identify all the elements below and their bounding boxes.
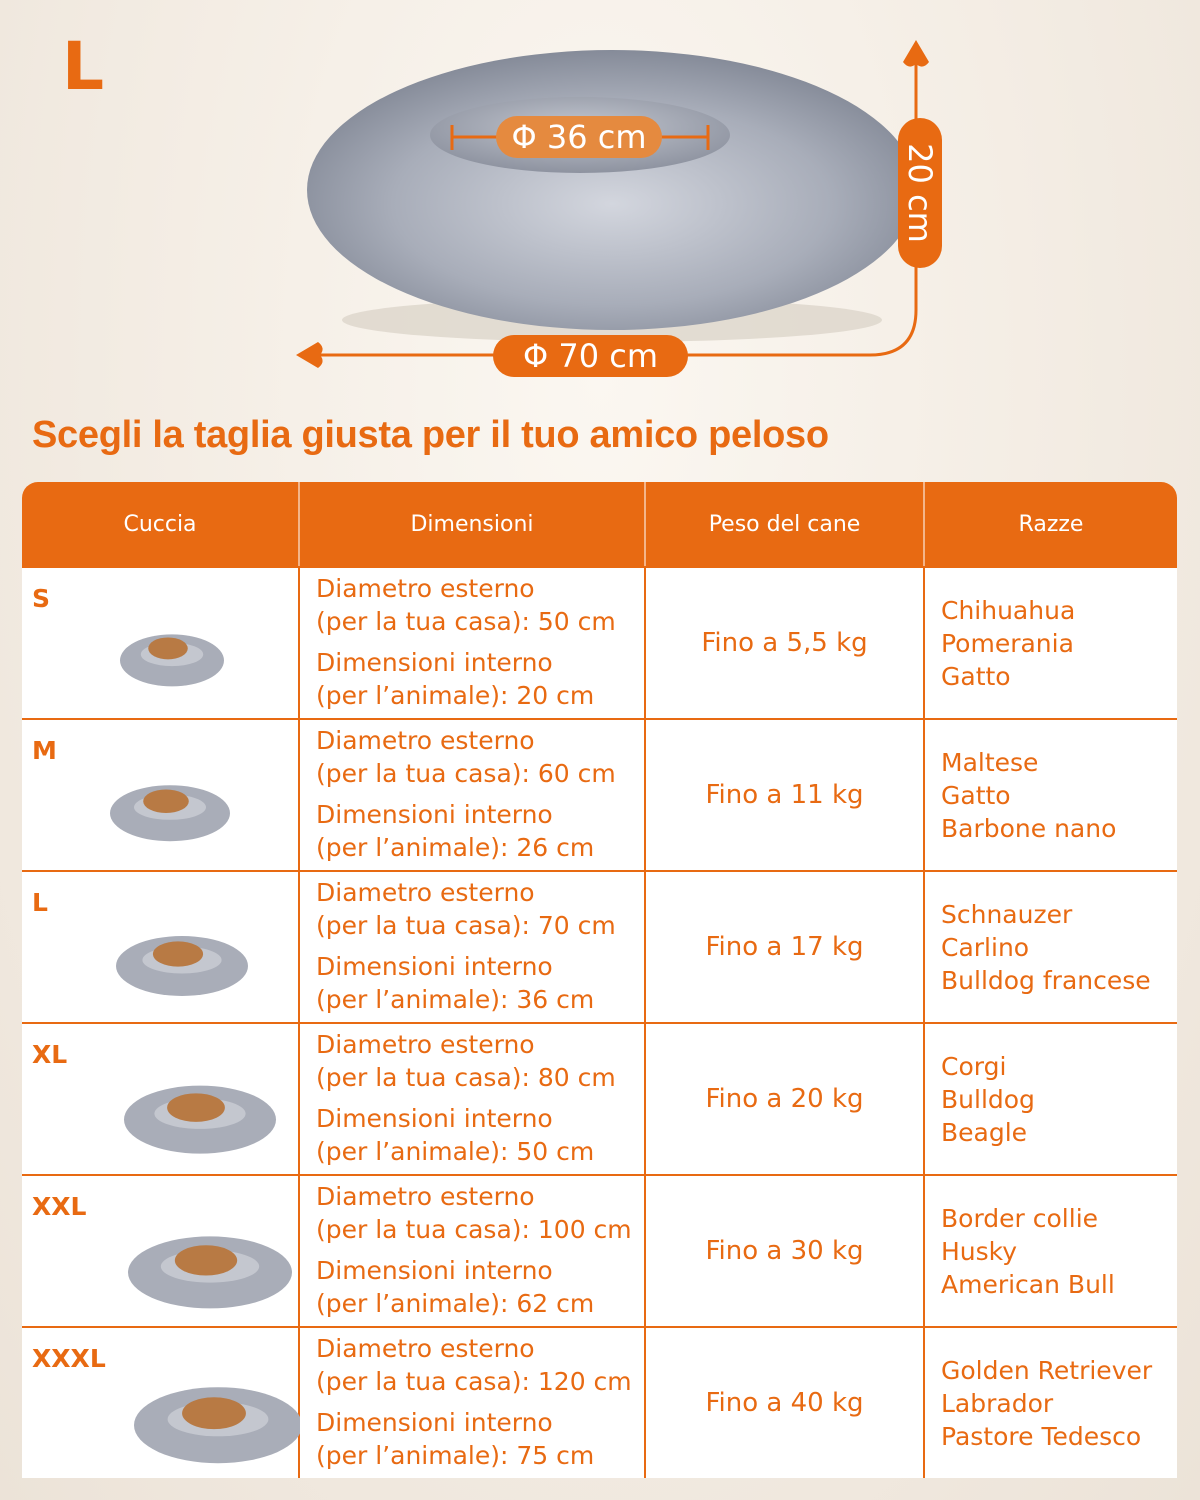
donut-bed: [307, 50, 917, 330]
inner-value: (per l’animale): 26 cm: [316, 833, 595, 862]
cell-cuccia: [22, 720, 300, 870]
inner-value: (per l’animale): 75 cm: [316, 1441, 595, 1470]
height-label: 20 cm: [898, 118, 942, 268]
arrow-up-icon: [903, 40, 929, 67]
size-label: L: [32, 888, 48, 917]
outer-diameter-label: Φ 70 cm: [493, 335, 688, 377]
weight-value: Fino a 40 kg: [705, 1388, 864, 1418]
outer-label: Diametro esterno: [316, 574, 535, 603]
cell-peso: [646, 1328, 925, 1478]
inner-value: (per l’animale): 36 cm: [316, 985, 595, 1014]
size-label: XXXL: [32, 1344, 106, 1373]
cell-razze: [925, 872, 1177, 1022]
inner-label: Dimensioni interno: [316, 1104, 553, 1133]
outer-value: (per la tua casa): 120 cm: [316, 1367, 632, 1396]
pet-icon: [148, 637, 188, 659]
cell-razze: [925, 1176, 1177, 1326]
cell-dimensioni: [300, 872, 646, 1022]
inner-diameter-label: Φ 36 cm: [496, 116, 662, 158]
outer-value: (per la tua casa): 100 cm: [316, 1215, 632, 1244]
table-body: [22, 566, 1177, 1478]
breed-item: Gatto: [941, 661, 1011, 691]
weight-value: Fino a 5,5 kg: [701, 628, 868, 658]
table-row: [22, 718, 1177, 870]
breed-item: Beagle: [941, 1117, 1028, 1147]
cell-peso: [646, 568, 925, 718]
table-row: [22, 870, 1177, 1022]
cell-peso: [646, 1176, 925, 1326]
inner-value: (per l’animale): 50 cm: [316, 1137, 595, 1166]
size-label: XL: [32, 1040, 68, 1069]
cell-cuccia: [22, 568, 300, 718]
hero-section: [0, 0, 1200, 400]
weight-value: Fino a 30 kg: [705, 1236, 864, 1266]
cell-razze: [925, 720, 1177, 870]
pet-icon: [175, 1245, 237, 1275]
size-letter: L: [62, 28, 105, 105]
outer-label: Diametro esterno: [316, 1030, 535, 1059]
cell-dimensioni: [300, 568, 646, 718]
inner-label: Dimensioni interno: [316, 1256, 553, 1285]
breed-item: American Bull: [941, 1269, 1115, 1299]
size-label: S: [32, 584, 51, 613]
size-label: XXL: [32, 1192, 87, 1221]
cell-cuccia: [22, 1176, 300, 1326]
breed-item: Corgi: [941, 1051, 1007, 1081]
pet-icon: [143, 789, 189, 813]
headline: Scegli la taglia giusta per il tuo amico peloso: [32, 414, 829, 456]
breed-item: Barbone nano: [941, 813, 1117, 843]
size-label: M: [32, 736, 57, 765]
pet-icon: [167, 1093, 225, 1122]
breed-item: Border collie: [941, 1203, 1099, 1233]
cell-dimensioni: [300, 720, 646, 870]
cell-dimensioni: [300, 1024, 646, 1174]
weight-value: Fino a 11 kg: [705, 780, 864, 810]
inner-label: Dimensioni interno: [316, 648, 553, 677]
size-table: [22, 482, 1177, 1478]
weight-value: Fino a 17 kg: [705, 932, 864, 962]
outer-value: (per la tua casa): 70 cm: [316, 911, 616, 940]
outer-value: (per la tua casa): 60 cm: [316, 759, 616, 788]
cell-peso: [646, 720, 925, 870]
inner-label: Dimensioni interno: [316, 952, 553, 981]
breed-item: Pastore Tedesco: [941, 1421, 1142, 1451]
pet-icon: [153, 941, 203, 966]
cell-cuccia: [22, 1024, 300, 1174]
cell-cuccia: [22, 872, 300, 1022]
table-row: [22, 1326, 1177, 1478]
outer-label: Diametro esterno: [316, 1182, 535, 1211]
cell-peso: [646, 1024, 925, 1174]
breed-item: Gatto: [941, 780, 1011, 810]
cell-razze: [925, 568, 1177, 718]
header-peso: Peso del cane: [646, 482, 925, 566]
outer-label: Diametro esterno: [316, 726, 535, 755]
breed-item: Labrador: [941, 1388, 1054, 1418]
inner-value: (per l’animale): 20 cm: [316, 681, 595, 710]
table-row: [22, 1022, 1177, 1174]
inner-label: Dimensioni interno: [316, 800, 553, 829]
cell-dimensioni: [300, 1328, 646, 1478]
outer-label: Diametro esterno: [316, 1334, 535, 1363]
outer-label: Diametro esterno: [316, 878, 535, 907]
bed-thumbnail: [22, 568, 300, 718]
breed-item: Maltese: [941, 747, 1039, 777]
header-dimensioni: Dimensioni: [300, 482, 646, 566]
cell-peso: [646, 872, 925, 1022]
cell-cuccia: [22, 1328, 300, 1478]
breed-item: Bulldog francese: [941, 965, 1151, 995]
breed-item: Pomerania: [941, 628, 1074, 658]
breed-item: Carlino: [941, 932, 1030, 962]
bed-thumbnail: [22, 720, 300, 870]
breed-item: Schnauzer: [941, 899, 1073, 929]
inner-value: (per l’animale): 62 cm: [316, 1289, 595, 1318]
cell-razze: [925, 1024, 1177, 1174]
header-razze: Razze: [1018, 511, 1084, 537]
weight-value: Fino a 20 kg: [705, 1084, 864, 1114]
header-cuccia: Cuccia: [22, 482, 300, 566]
inner-label: Dimensioni interno: [316, 1408, 553, 1437]
cell-dimensioni: [300, 1176, 646, 1326]
table-row: [22, 566, 1177, 718]
breed-item: Golden Retriever: [941, 1355, 1153, 1385]
bed-thumbnail: [22, 872, 300, 1022]
breed-item: Chihuahua: [941, 595, 1076, 625]
outer-value: (per la tua casa): 80 cm: [316, 1063, 616, 1092]
breed-item: Bulldog: [941, 1084, 1035, 1114]
table-row: [22, 1174, 1177, 1326]
pet-icon: [182, 1397, 246, 1429]
breed-item: Husky: [941, 1236, 1018, 1266]
outer-value: (per la tua casa): 50 cm: [316, 607, 616, 636]
arrow-left-icon: [296, 342, 323, 368]
cell-razze: [925, 1328, 1177, 1478]
table-header: [22, 482, 1177, 566]
